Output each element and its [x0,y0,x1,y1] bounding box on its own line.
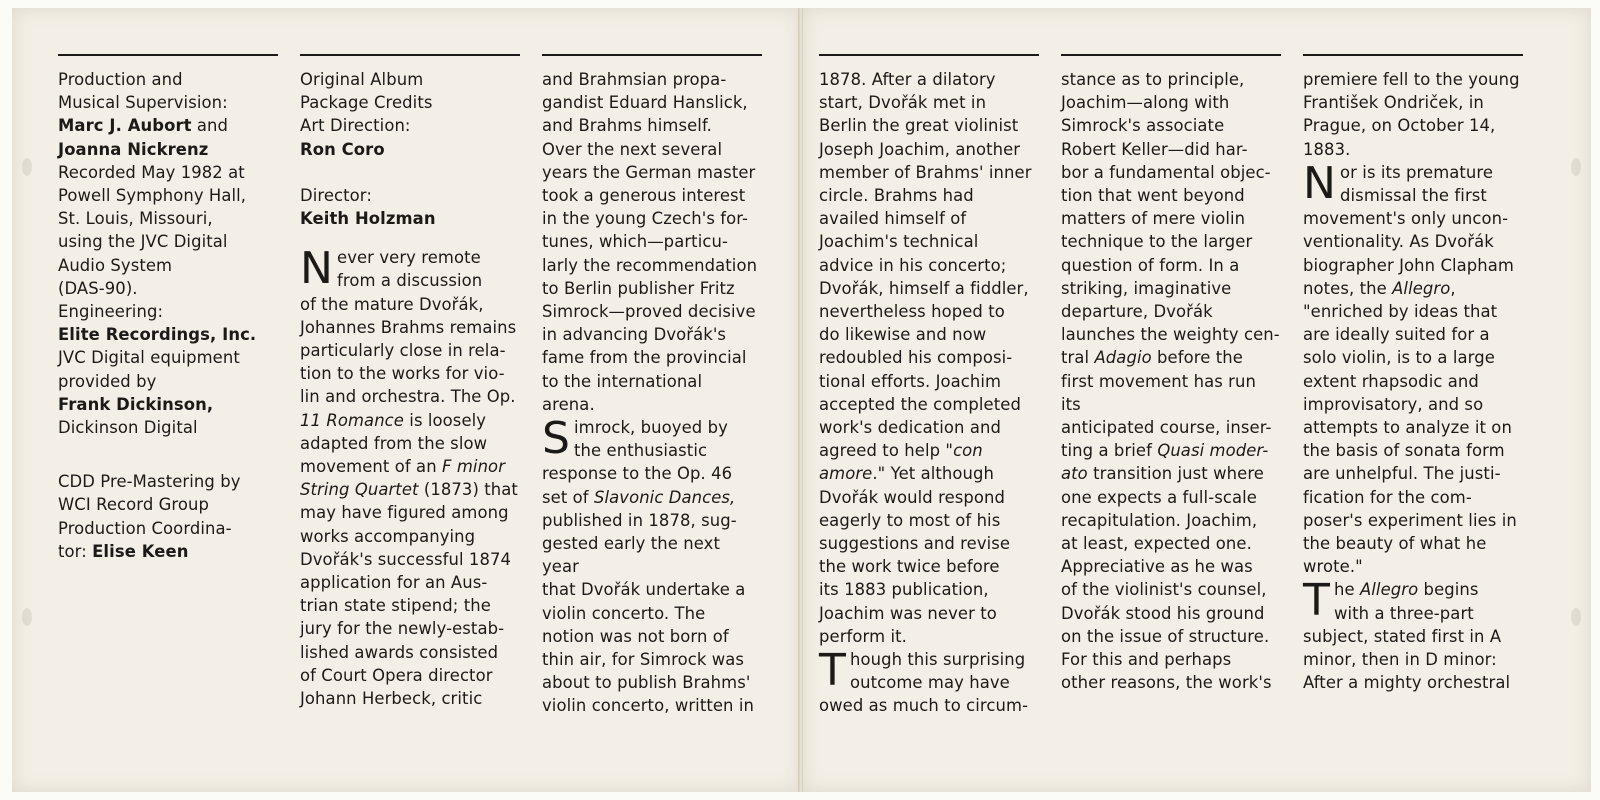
text-line: departure, Dvořák [1061,302,1213,322]
coordinator-name: Elise Keen [92,541,189,561]
text-line: hough this surprising [849,650,1026,670]
text-fragment: ting a brief [1061,441,1158,461]
text-line: CDD Pre-Mastering by [58,472,241,492]
text-line: the beauty of what he [1303,534,1487,554]
text-line: fame from the provincial [542,348,747,368]
text-line: extent rhapsodic and [1303,371,1479,391]
text-fragment: movement of an [300,457,443,477]
text-line: that Dvořák undertake a [542,580,746,600]
text-line: Simrock—proved decisive [542,302,756,322]
text-line [1061,439,1281,462]
text-line [58,114,278,137]
text-line: František Ondriček, in [1303,93,1484,113]
text-fragment: , [1450,278,1456,298]
text-line: biographer John Clapham [1303,255,1514,275]
text-line: gandist Eduard Hanslick, [542,93,748,113]
text-line: 1883. [1303,139,1351,159]
text-line: outcome may have [849,673,1010,693]
left-page [12,8,801,792]
text-line [300,455,520,478]
text-line: larly the recommendation [542,255,758,275]
text-fragment: tral [1061,348,1095,368]
text-line: matters of mere violin [1061,209,1246,229]
text-line: question of form. In a [1061,255,1240,275]
text-line [300,478,520,501]
text-fragment: tor: [58,541,93,561]
text-fragment: he [1333,580,1360,600]
paragraph [1303,157,1523,579]
text-line: Joseph Joachim, another [819,139,1021,159]
text-line: advice in his concerto; [819,255,1007,275]
text-line: jury for the newly-estab- [300,619,505,639]
provider-name: Frank Dickinson, [58,394,214,414]
text-fragment: F minor [442,457,506,477]
text-line [1303,277,1523,300]
text-line: years the German master [542,162,756,182]
text-line: of the violinist's counsel, [1061,580,1267,600]
text-line [300,207,520,230]
text-fragment: Adagio [1094,348,1152,368]
text-line: WCI Record Group [58,495,210,515]
text-line: fication for the com- [1303,487,1472,507]
text-line: particularly close in rela- [300,341,506,361]
text-line: provided by [58,371,157,391]
text-line: member of Brahms' inner [819,162,1032,182]
text-line: tunes, which—particu- [542,232,728,252]
text-line: Art Direction: [300,116,411,136]
text-line: are ideally suited for a [1303,325,1490,345]
text-line: other reasons, the work's [1061,673,1272,693]
text-line: Dvořák, himself a fiddler, [819,278,1029,298]
text-line: subject, stated first in A [1303,626,1502,646]
text-line: Appreciative as he was [1061,557,1253,577]
text-line: tional efforts. Joachim [819,371,1002,391]
text-line: bor a fundamental objec- [1061,162,1271,182]
text-line: improvisatory, and so [1303,394,1484,414]
text-line: imrock, buoyed by [574,418,728,438]
text-line [58,540,278,563]
text-line: JVC Digital equipment [58,348,240,368]
text-line: thin air, for Simrock was [542,650,745,670]
text-line: Dvořák's successful 1874 [300,549,512,569]
text-line: launches the weighty cen- [1061,325,1280,345]
text-line: of Court Opera director [300,665,493,685]
text-line: lished awards consisted [300,642,499,662]
text-line: or is its premature [1340,162,1494,182]
text-line: Joachim's technical [819,232,979,252]
text-line: availed himself of [819,209,967,229]
text-line: Musical Supervision: [58,93,228,113]
producer-name: Joanna Nickrenz [58,139,209,159]
director-name: Keith Holzman [300,209,436,229]
text-line: works accompanying [300,526,476,546]
essay-column-1 [300,54,520,710]
text-fragment: Slavonic Dances, [593,487,736,507]
text-line: Prague, on October 14, [1303,116,1496,136]
text-line: attempts to analyze it on [1303,418,1512,438]
text-line: anticipated course, inser- [1061,418,1272,438]
text-line: to the international [542,371,703,391]
text-line: Berlin the great violinist [819,116,1019,136]
text-fragment: Allegro [1392,278,1451,298]
text-line: After a mighty orchestral [1303,673,1511,693]
right-page [802,8,1591,792]
text-line: ventionality. As Dvořák [1303,232,1494,252]
text-line: to Berlin publisher Fritz [542,278,735,298]
essay-column-4 [1061,54,1281,694]
text-line: the work twice before [819,557,1000,577]
text-line: the basis of sonata form [1303,441,1505,461]
text-line: using the JVC Digital [58,232,228,252]
text-line: first movement has run its [1061,371,1256,414]
text-line: ever very remote [337,248,481,268]
producer-name: Marc J. Aubort [58,116,192,136]
text-line: one expects a full-scale [1061,487,1257,507]
text-line: solo violin, is to a large [1303,348,1495,368]
text-fragment: set of [542,487,594,507]
text-line: about to publish Brahms' [542,673,751,693]
text-line: Package Credits [300,93,433,113]
text-line: Production and [58,70,183,89]
text-line: arena. [542,394,595,414]
credits-column [58,54,278,563]
text-line: response to the Op. 46 [542,464,733,484]
text-line: its 1883 publication, [819,580,989,600]
text-fragment: amore [819,464,873,484]
text-line: are unhelpful. The justi- [1303,464,1501,484]
text-line: For this and perhaps [1061,650,1232,670]
text-line: striking, imaginative [1061,278,1232,298]
text-line: work's dedication and [819,418,1001,438]
text-line: of the mature Dvořák, [300,294,484,314]
text-fragment: Quasi moder- [1157,441,1269,461]
text-line: violin concerto, written in [542,696,755,716]
text-line [819,462,1039,485]
text-line: premiere fell to the young [1303,70,1520,89]
text-line: and Brahms himself. [542,116,712,136]
text-line: redoubled his composi- [819,348,1013,368]
text-line: suggestions and revise [819,534,1011,554]
text-line: published in 1878, sug- [542,510,737,530]
text-line: do likewise and now [819,325,987,345]
text-line [1061,462,1281,485]
staple-mark [1571,608,1581,626]
text-line: in the young Czech's for- [542,209,749,229]
text-line: "enriched by ideas that [1303,302,1498,322]
text-line: circle. Brahms had [819,186,974,206]
paragraph [300,243,520,710]
text-line: trian state stipend; the [300,596,491,616]
text-line: movement's only uncon- [1303,209,1509,229]
text-line: Simrock's associate [1061,116,1225,136]
text-line: lin and orchestra. The Op. [300,387,516,407]
text-line: technique to the larger [1061,232,1253,252]
text-line: Recorded May 1982 at [58,162,245,182]
text-line: violin concerto. The [542,603,706,623]
text-line [58,393,278,416]
essay-column-5 [1303,54,1523,694]
text-line: gested early the next year [542,534,721,577]
text-line: Johannes Brahms remains [300,317,517,337]
text-fragment: transition just where [1087,464,1264,484]
text-line: perform it. [819,626,907,646]
text-line: Powell Symphony Hall, [58,186,247,206]
text-line: stance as to principle, [1061,70,1245,89]
text-line: the enthusiastic [574,441,708,461]
text-line: Dvořák stood his ground [1061,603,1265,623]
text-fragment: con [953,441,983,461]
text-line: tion that went beyond [1061,186,1245,206]
paragraph [1303,575,1523,694]
text-fragment: String Quartet [300,480,419,500]
text-line: at least, expected one. [1061,534,1252,554]
text-fragment: Allegro [1359,580,1419,600]
text-line: application for an Aus- [300,573,488,593]
drop-cap: N [1303,157,1337,209]
drop-cap: S [542,413,571,465]
drop-cap: T [1303,575,1330,627]
text-line: owed as much to circum- [819,696,1029,716]
text-line: wrote." [1303,557,1363,577]
text-line: tion to the works for vio- [300,364,505,384]
text-fragment: ato [1061,464,1088,484]
paragraph [819,645,1039,718]
staple-mark [1571,158,1581,176]
drop-cap: T [819,645,846,697]
text-fragment: and [191,116,229,136]
text-line [58,138,278,161]
text-line: Robert Keller—did har- [1061,139,1248,159]
text-line: in advancing Dvořák's [542,325,727,345]
text-line: start, Dvořák met in [819,93,987,113]
engineer-name: Elite Recordings, Inc. [58,325,257,345]
text-line: Johann Herbeck, critic [300,689,483,709]
text-fragment: (1873) that [418,480,518,500]
text-line: on the issue of structure. [1061,626,1270,646]
staple-mark [22,608,32,626]
text-fragment: notes, the [1303,278,1393,298]
text-line: from a discussion [337,271,483,291]
text-line: Audio System [58,255,173,275]
text-line [58,323,278,346]
text-line: poser's experiment lies in [1303,510,1517,530]
text-line: (DAS-90). [58,278,138,298]
text-line: may have figured among [300,503,509,523]
text-line: Dickinson Digital [58,418,198,438]
text-line: Over the next several [542,139,723,159]
text-line: 1878. After a dilatory [819,70,996,89]
text-fragment: begins [1418,580,1479,600]
text-line [819,439,1039,462]
text-line: notion was not born of [542,626,729,646]
text-line: minor, then in D minor: [1303,650,1497,670]
text-fragment: before the [1151,348,1243,368]
text-line: Joachim—along with [1061,93,1230,113]
text-line: and Brahmsian propa- [542,70,727,89]
text-line [1061,346,1281,369]
text-line: Director: [300,185,372,205]
text-line: recapitulation. Joachim, [1061,510,1258,530]
text-fragment: is loosely [403,410,487,430]
drop-cap: N [300,243,334,295]
paragraph [542,413,762,718]
text-line [300,138,520,161]
text-line: accepted the completed [819,394,1021,414]
text-line: nevertheless hoped to [819,302,1005,322]
text-line: eagerly to most of his [819,510,1001,530]
text-line: took a generous interest [542,186,746,206]
text-line [542,486,762,509]
text-fragment: ." Yet although [872,464,995,484]
text-fragment: 11 Romance [300,410,404,430]
text-line: Original Album [300,70,424,89]
text-line: with a three-part [1333,603,1474,623]
art-director-name: Ron Coro [300,139,385,159]
text-line [300,409,520,432]
essay-column-2 [542,54,762,718]
text-line: St. Louis, Missouri, [58,209,213,229]
text-line: Production Coordina- [58,518,232,538]
text-line: adapted from the slow [300,433,488,453]
text-line: Joachim was never to [819,603,997,623]
text-line [1303,578,1523,601]
staple-mark [22,158,32,176]
text-line: Engineering: [58,302,164,322]
text-line: Dvořák would respond [819,487,1006,507]
essay-column-3 [819,54,1039,718]
text-line: dismissal the first [1340,186,1487,206]
text-fragment: agreed to help " [819,441,954,461]
